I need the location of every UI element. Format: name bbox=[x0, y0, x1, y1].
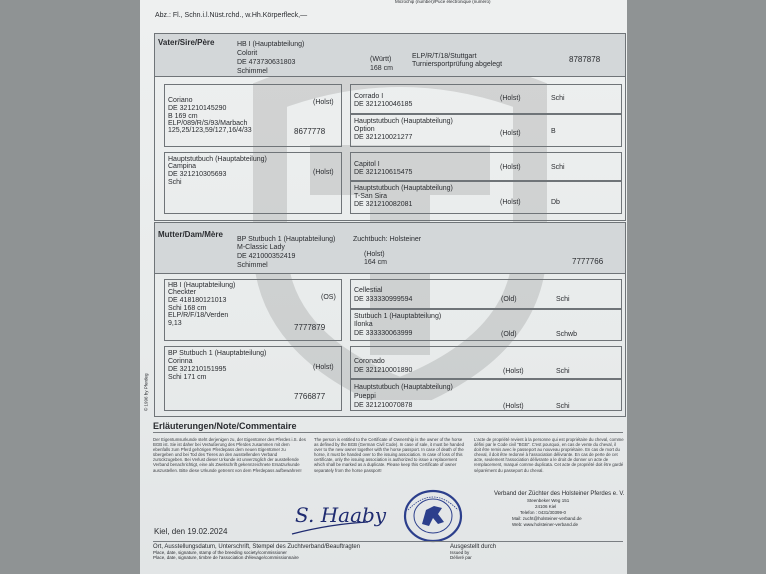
dsd-name: Ilonka bbox=[354, 321, 373, 328]
gdd-breed: (Holst) bbox=[500, 199, 521, 206]
ds-breed: (OS) bbox=[321, 294, 336, 301]
ds-registration: ELP/R/F/18/Verden bbox=[168, 312, 229, 319]
ds-score: 9,13 bbox=[168, 320, 182, 327]
dd-color-height: Schi 171 cm bbox=[168, 374, 207, 381]
dam-name: M-Classic Lady bbox=[237, 244, 285, 251]
dsd-breed: (Old) bbox=[501, 331, 517, 338]
sire-performance: Turniersportprüfung abgelegt bbox=[412, 61, 503, 68]
microchip-label: Microchip (number)/Puce électronique (numéro) bbox=[395, 0, 491, 4]
ddd-breed: (Holst) bbox=[503, 403, 524, 410]
footer-left-french: Place, date, signature, timbre de l'association d'élevage/commissionnaire bbox=[153, 555, 299, 560]
ggd-name: Option bbox=[354, 126, 375, 133]
ggs-id: DE 321210046185 bbox=[354, 101, 413, 108]
sire-name: Colorit bbox=[237, 50, 258, 57]
dam-color: Schimmel bbox=[237, 262, 268, 269]
gds-breed: (Holst) bbox=[500, 164, 521, 171]
ddd-color: Schi bbox=[556, 403, 570, 410]
ggd-breed: (Holst) bbox=[500, 130, 521, 137]
ggs-name: Corrado I bbox=[354, 93, 384, 100]
note-english: The person is entitled to the Certificate of Ownership is the owner of the horse as defined by the BGB (German Civil Code). In case of sale, it must be handed over to the new owner together with the horse passport. In case of death of the horse, it must be handed over to the issuing association. In case of loss of this certificate, only the issuing association is authorized to issue a replacement which shall be marked as a duplicate. Please keep this Certificate of owner separately from the horse passport! bbox=[314, 437, 464, 473]
dss-name: Cellestial bbox=[354, 287, 383, 294]
ddd-name: Pueppi bbox=[354, 393, 376, 400]
footer-right-french: Délivré par bbox=[450, 555, 472, 560]
copyright-side-mark: © 1996 by Pferdeg bbox=[143, 373, 149, 412]
footer-divider bbox=[153, 541, 623, 542]
dd-id: DE 321210151995 bbox=[168, 366, 227, 373]
notes-divider bbox=[153, 432, 623, 433]
gs-scores: 125,25/123,59/127,16/4/33 bbox=[168, 127, 252, 134]
association-city: 24106 Kiel bbox=[535, 504, 557, 509]
ds-book: HB I (Hauptabteilung) bbox=[168, 282, 236, 289]
dss-breed: (Old) bbox=[501, 296, 517, 303]
note-french: L'acte de propriété revient à la personne qui est propriétaire du cheval, comme défini par le Code civil "BGB". C'est pourquoi, en cas de vente du cheval, il doit être remis avec le passeport au nouveau propriétaire. En cas de mort du cheval, il doit être redonné à l'association délivrante. En cas de perte de cet acte, seulement l'association délivrante a le droit de donner un acte de remplacement, marqué comme duplicata. Cet acte de propriété doit être gardé séparément du passeport du cheval. bbox=[474, 437, 624, 473]
dds-name: Coronado bbox=[354, 358, 385, 365]
dam-sire-sire-box bbox=[350, 279, 622, 309]
sire-code: 8787878 bbox=[569, 55, 601, 64]
dam-code: 7777766 bbox=[572, 257, 604, 266]
gds-name: Capitol I bbox=[354, 161, 380, 168]
gdd-book: Hauptstutbuch (Hauptabteilung) bbox=[354, 185, 453, 192]
sire-registration: ELP/R/T/18/Stuttgart bbox=[412, 53, 477, 60]
note-german: Der Eigentumsurkunde steht derjenigen zu, der Eigentümer des Pferdes i.S. des BGB ist. Sie ist daher bei Veräußerung des Pferdes zusammen mit dem ebenfalls zum Pferd gehörigen Pferdepass dem neuen Eigentümer zu übergeben und bei Tod des Tieres an den ausstellenden Verband zurückzugeben. Bei Verlust dieser Urkunde ist unverzüglich der ausstellende Verband benachrichtigt, eine als Zweitschrift gekennzeichnete Ersatzurkunde auszustellen. Bitte diese Urkunde getrennt von dem Pferdepass aufbewahren! bbox=[153, 437, 306, 473]
dam-book: BP Stutbuch 1 (Hauptabteilung) bbox=[237, 236, 336, 243]
ownership-certificate bbox=[140, 0, 627, 574]
gs-color-height: B 169 cm bbox=[168, 113, 198, 120]
sire-color: Schimmel bbox=[237, 68, 268, 75]
gs-name: Coriano bbox=[168, 97, 193, 104]
sire-book: HB I (Hauptabteilung) bbox=[237, 41, 305, 48]
dd-breed: (Holst) bbox=[313, 364, 334, 371]
association-street: Steenbeker Weg 151 bbox=[527, 498, 570, 503]
sire-label: Vater/Sire/Père bbox=[158, 38, 215, 47]
dam-breed: (Holst) bbox=[364, 251, 385, 258]
dds-color: Schi bbox=[556, 368, 570, 375]
association-email: Mail: zucht@holsteiner-verband.de bbox=[512, 516, 582, 521]
gd-breed: (Holst) bbox=[313, 169, 334, 176]
dd-book: BP Stutbuch 1 (Hauptabteilung) bbox=[168, 350, 267, 357]
gs-breed: (Holst) bbox=[313, 99, 334, 106]
dam-main-box bbox=[154, 222, 626, 274]
footer-left-english: Place, date, signature, stamp of the breeding society/commissioner bbox=[153, 550, 287, 555]
gs-code: 8677778 bbox=[294, 127, 326, 136]
gd-color: Schi bbox=[168, 179, 182, 186]
ds-name: Checkter bbox=[168, 289, 197, 296]
ggd-color: B bbox=[551, 128, 556, 135]
dam-studbook: Zuchtbuch: Holsteiner bbox=[353, 236, 422, 243]
dd-code: 7766877 bbox=[294, 392, 326, 401]
footer-right-english: Issued by bbox=[450, 550, 470, 555]
dam-height: 164 cm bbox=[364, 259, 387, 266]
gdd-id: DE 321210082081 bbox=[354, 201, 413, 208]
signature: S. Haaby bbox=[295, 503, 387, 527]
association-phone: Telefon : 0431/30399-0 bbox=[520, 510, 567, 515]
gds-id: DE 321210615475 bbox=[354, 169, 413, 176]
gd-book: Hauptstutbuch (Hauptabteilung) bbox=[168, 156, 267, 163]
ds-id: DE 418180121013 bbox=[168, 297, 227, 304]
sire-breed: (Württ) bbox=[370, 56, 392, 63]
gdd-name: T-San Sira bbox=[354, 193, 388, 200]
gs-registration: ELP/089/R/S/93/Marbach bbox=[168, 120, 248, 127]
gd-name: Campina bbox=[168, 163, 197, 170]
ggs-breed: (Holst) bbox=[500, 95, 521, 102]
dam-id: DE 421000352419 bbox=[237, 253, 296, 260]
ggd-id: DE 321210021277 bbox=[354, 134, 413, 141]
ddd-id: DE 321210070878 bbox=[354, 402, 413, 409]
dsd-color: Schwb bbox=[556, 331, 578, 338]
place-date: Kiel, den 19.02.2024 bbox=[154, 527, 228, 536]
gds-color: Schi bbox=[551, 164, 565, 171]
dd-name: Corinna bbox=[168, 358, 193, 365]
association-name: Verband der Züchter des Holsteiner Pferdes e. V. bbox=[494, 491, 625, 497]
association-seal-icon bbox=[402, 488, 464, 544]
ddd-book: Hauptstutbuch (Hauptabteilung) bbox=[354, 384, 453, 391]
sire-dam-sire-box bbox=[350, 152, 622, 181]
ggs-color: Schi bbox=[551, 95, 565, 102]
dsd-id: DE 333330063999 bbox=[354, 330, 413, 337]
dam-dam-sire-box bbox=[350, 346, 622, 379]
gs-id: DE 321210145290 bbox=[168, 105, 227, 112]
sire-id: DE 473730631803 bbox=[237, 59, 296, 66]
sire-sire-sire-box bbox=[350, 84, 622, 114]
gdd-color: Db bbox=[551, 199, 560, 206]
dds-id: DE 321210001890 bbox=[354, 367, 413, 374]
dds-breed: (Holst) bbox=[503, 368, 524, 375]
footer-right-label: Ausgestellt durch bbox=[450, 544, 497, 550]
dam-label: Mutter/Dam/Mère bbox=[158, 230, 223, 239]
footer-left-label: Ort, Ausstellungsdatum, Unterschrift, Stempel des Zuchtverband/Beauftragten bbox=[153, 544, 361, 550]
ds-code: 7777879 bbox=[294, 323, 326, 332]
markings-text: Abz.: Fl., Schn.i.l.Nüst.rchd., w.Hh.Körperfleck,— bbox=[155, 12, 308, 19]
dss-id: DE 333330999594 bbox=[354, 296, 413, 303]
ds-color-height: Schi 168 cm bbox=[168, 305, 207, 312]
ggd-book: Hauptstutbuch (Hauptabteilung) bbox=[354, 118, 453, 125]
association-web: Web: www.holsteiner-verband.de bbox=[512, 522, 578, 527]
signature-flourish-icon bbox=[290, 520, 370, 540]
dsd-book: Stutbuch 1 (Hauptabteilung) bbox=[354, 313, 442, 320]
sire-height: 168 cm bbox=[370, 65, 393, 72]
notes-title: Erläuterungen/Note/Commentaire bbox=[153, 421, 297, 431]
dss-color: Schi bbox=[556, 296, 570, 303]
gd-id: DE 321210305693 bbox=[168, 171, 227, 178]
